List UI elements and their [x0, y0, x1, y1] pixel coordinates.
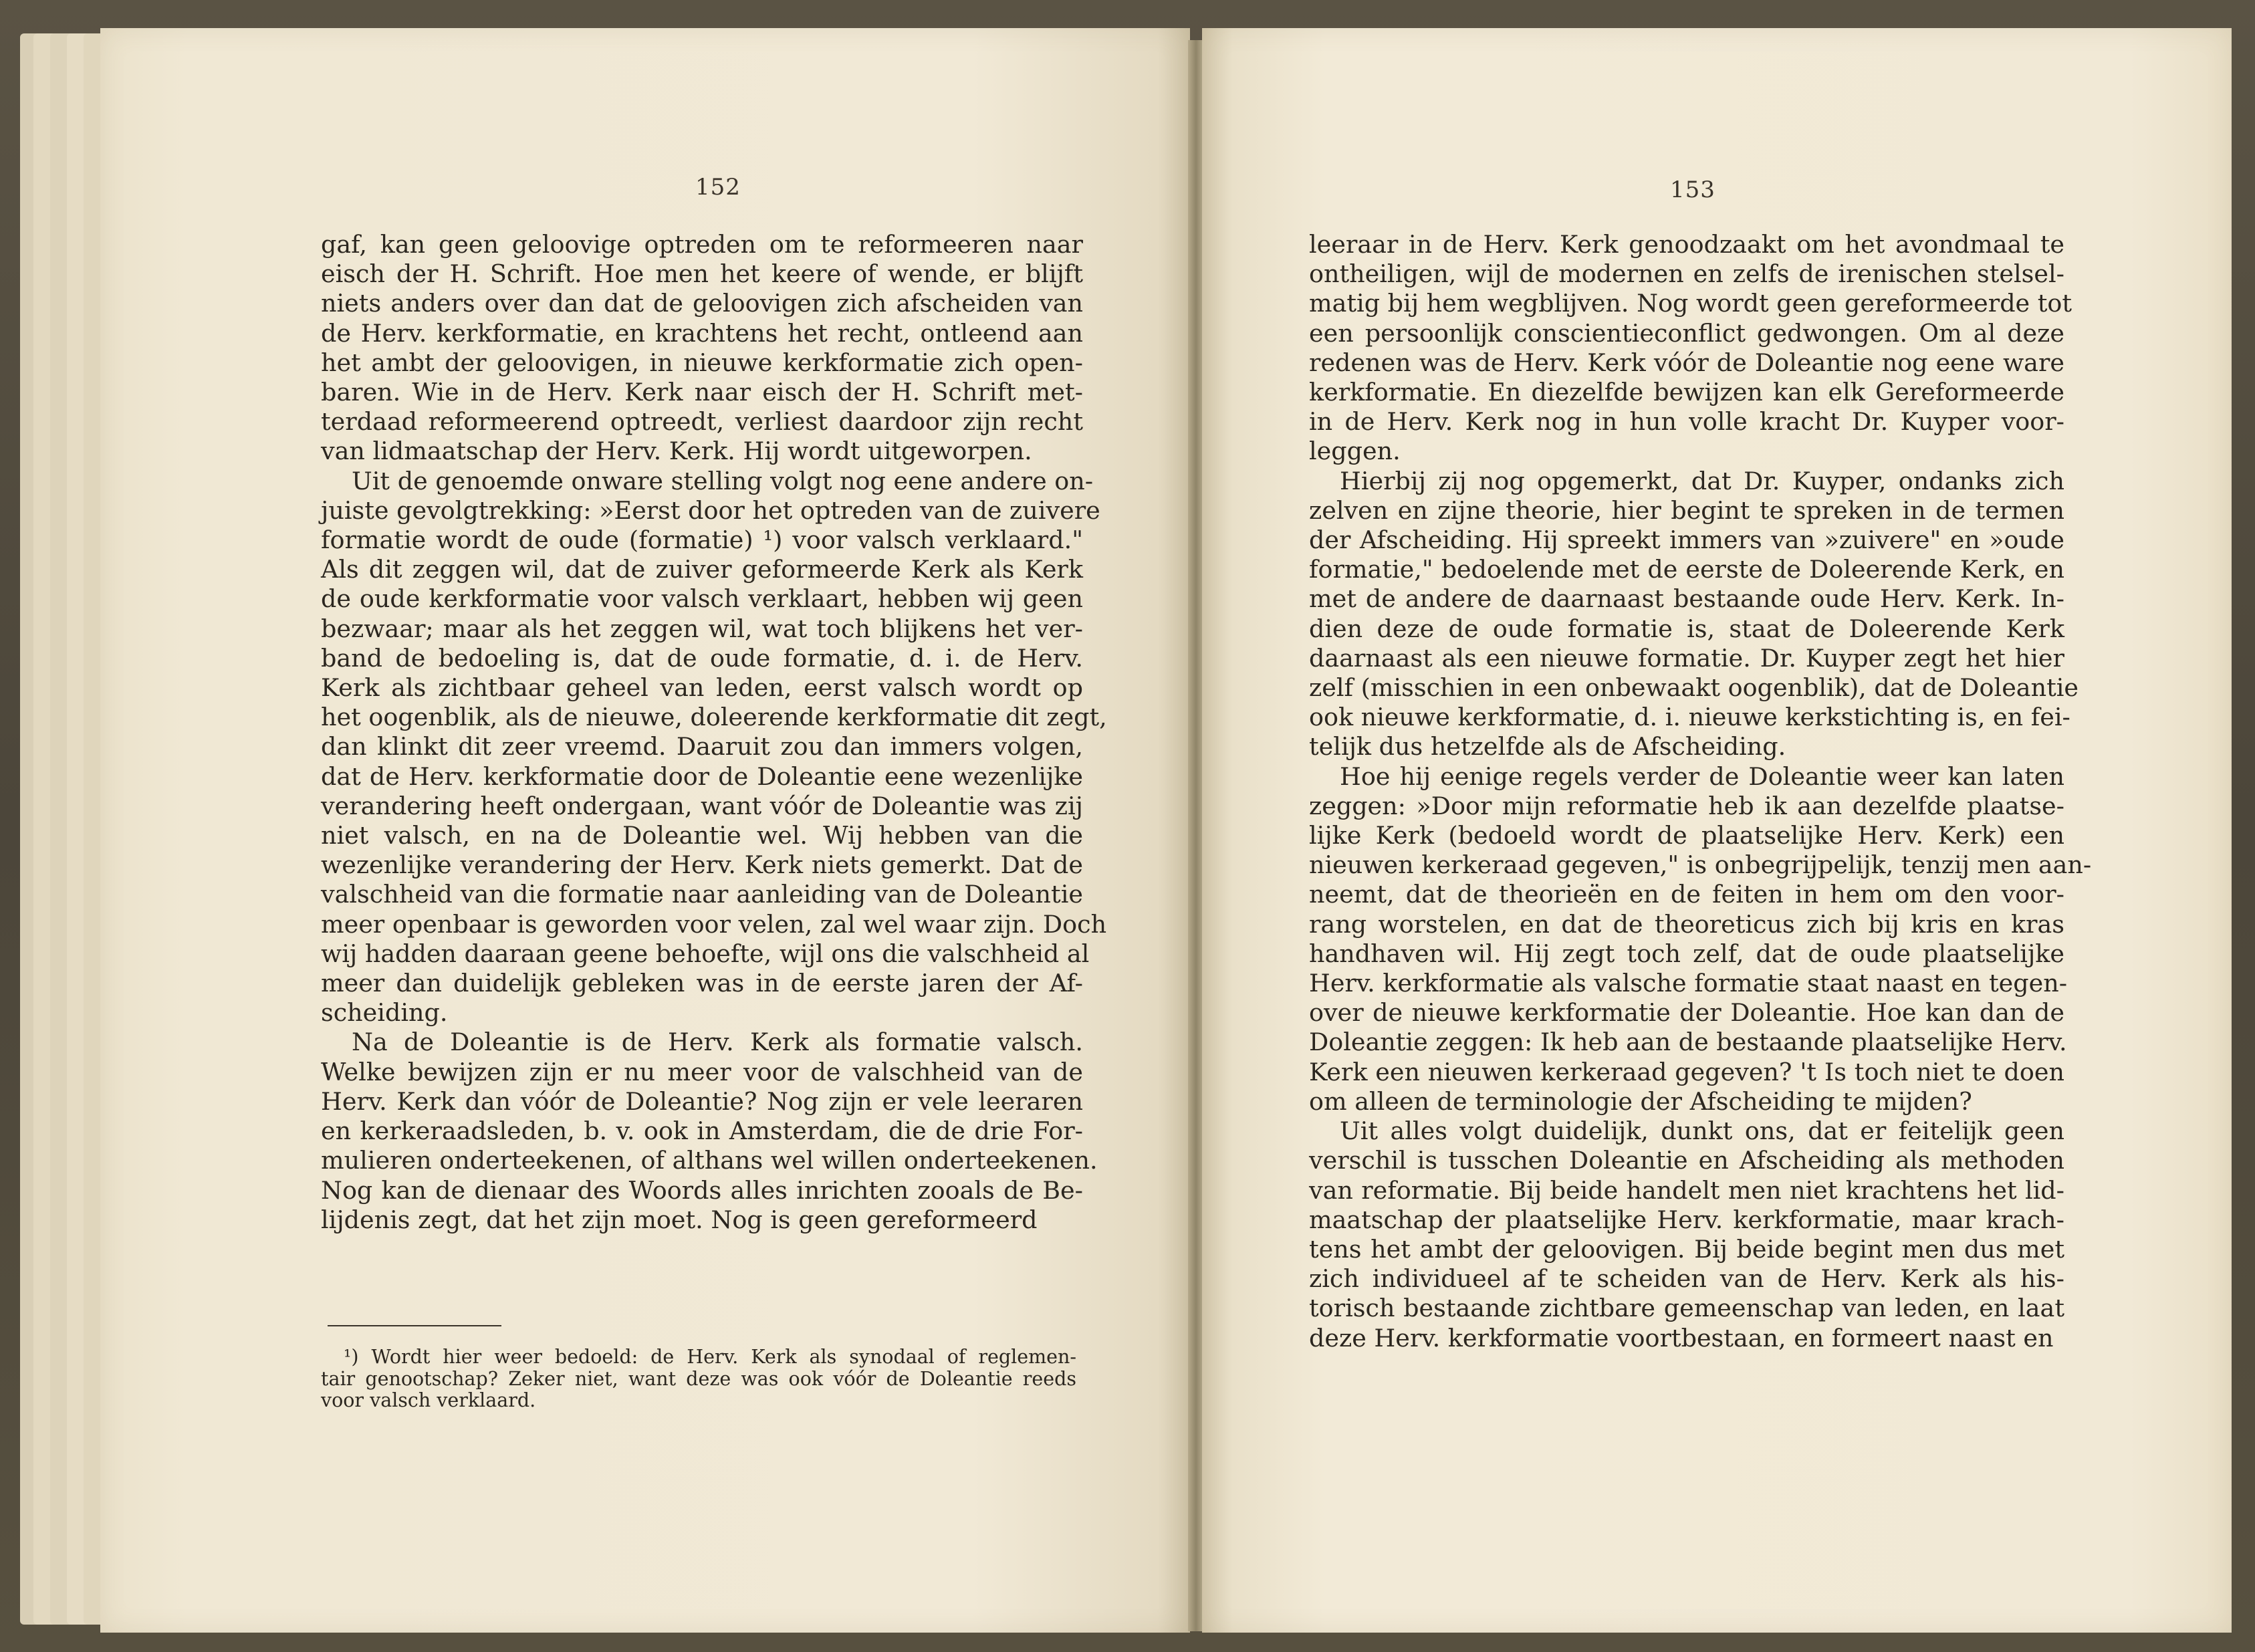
- text-line: terdaad reformeerend optreedt, verliest daardoor zijn recht: [321, 407, 1083, 437]
- text-line: van lidmaatschap der Herv. Kerk. Hij wordt uitgeworpen.: [321, 437, 1032, 466]
- text-line: zelf (misschien in een onbewaakt oogenblik), dat de Doleantie: [1309, 673, 2079, 703]
- text-line: Na de Doleantie is de Herv. Kerk als formatie valsch.: [352, 1028, 1083, 1057]
- page-number: 152: [695, 174, 741, 201]
- text-line: zelven en zijne theorie, hier begint te spreken in de termen: [1309, 495, 2064, 525]
- text-line: Hierbij zij nog opgemerkt, dat Dr. Kuyper, ondanks zich: [1340, 466, 2064, 495]
- text-line: telijk dus hetzelfde als de Afscheiding.: [1309, 732, 1786, 761]
- text-line: verandering heeft ondergaan, want vóór de Doleantie was zij: [321, 791, 1083, 820]
- footnote-line: voor valsch verklaard.: [321, 1389, 536, 1411]
- text-line: Herv. Kerk dan vóór de Doleantie? Nog zijn er vele leeraren: [321, 1086, 1083, 1116]
- text-line: in de Herv. Kerk nog in hun volle kracht Dr. Kuyper voor-: [1309, 407, 2064, 437]
- text-line: zeggen: »Door mijn reformatie heb ik aan dezelfde plaatse-: [1309, 791, 2064, 820]
- text-line: nieuwen kerkeraad gegeven," is onbegrijpelijk, tenzij men aan-: [1309, 850, 2092, 880]
- footnote: [321, 1346, 1076, 1412]
- text-line: ontheiligen, wijl de modernen en zelfs de irenischen stelsel-: [1309, 259, 2064, 289]
- text-line: wezenlijke verandering der Herv. Kerk niets gemerkt. Dat de: [321, 850, 1083, 880]
- text-line: handhaven wil. Hij zegt toch zelf, dat de oude plaatselijke: [1309, 939, 2064, 968]
- text-line: bezwaar; maar als het zeggen wil, wat toch blijkens het ver-: [321, 614, 1083, 643]
- text-line: Hoe hij eenige regels verder de Doleantie weer kan laten: [1340, 761, 2064, 791]
- text-line: niet valsch, en na de Doleantie wel. Wij hebben van die: [321, 821, 1083, 850]
- text-line: der Afscheiding. Hij spreekt immers van »zuivere" en »oude: [1309, 525, 2064, 555]
- text-line: Doleantie zeggen: Ik heb aan de bestaande plaatselijke Herv.: [1309, 1028, 2067, 1057]
- open-book: [13, 13, 2240, 1645]
- page-number: 153: [1670, 176, 1715, 203]
- footnote-rule: [328, 1325, 501, 1326]
- text-line: niets anders over dan dat de geloovigen zich afscheiden van: [321, 289, 1083, 318]
- text-line: scheiding.: [321, 998, 448, 1028]
- text-line: rang worstelen, en dat de theoreticus zich bij kris en kras: [1309, 909, 2064, 939]
- text-line: dat de Herv. kerkformatie door de Doleantie eene wezenlijke: [321, 761, 1083, 791]
- text-line: gaf, kan geen geloovige optreden om te reformeeren naar: [321, 230, 1083, 259]
- text-line: Kerk een nieuwen kerkeraad gegeven? 't Is toch niet te doen: [1309, 1057, 2064, 1086]
- text-line: mulieren onderteekenen, of althans wel willen onderteekenen.: [321, 1146, 1098, 1175]
- text-line: het ambt der geloovigen, in nieuwe kerkformatie zich open-: [321, 348, 1083, 377]
- footnote-line: ¹) Wordt hier weer bedoeld: de Herv. Kerk als synodaal of reglemen-: [344, 1346, 1076, 1368]
- text-line: de Herv. kerkformatie, en krachtens het recht, ontleend aan: [321, 318, 1083, 348]
- text-line: Welke bewijzen zijn er nu meer voor de valschheid van de: [321, 1057, 1083, 1086]
- text-line: lijdenis zegt, dat het zijn moet. Nog is geen gereformeerd: [321, 1205, 1038, 1234]
- text-line: Kerk als zichtbaar geheel van leden, eerst valsch wordt op: [321, 673, 1083, 703]
- text-line: matig bij hem wegblijven. Nog wordt geen gereformeerde tot: [1309, 289, 2072, 318]
- text-line: een persoonlijk conscientieconflict gedwongen. Om al deze: [1309, 318, 2064, 348]
- text-line: formatie," bedoelende met de eerste de Doleerende Kerk, en: [1309, 555, 2064, 584]
- text-line: neemt, dat de theorieën en de feiten in hem om den voor-: [1309, 880, 2064, 909]
- text-line: Nog kan de dienaar des Woords alles inrichten zooals de Be-: [321, 1175, 1083, 1205]
- text-line: de oude kerkformatie voor valsch verklaart, hebben wij geen: [321, 584, 1083, 614]
- text-line: Herv. kerkformatie als valsche formatie staat naast en tegen-: [1309, 969, 2068, 998]
- text-line: zich individueel af te scheiden van de Herv. Kerk als his-: [1309, 1264, 2064, 1294]
- text-line: met de andere de daarnaast bestaande oude Herv. Kerk. In-: [1309, 584, 2064, 614]
- text-line: tens het ambt der geloovigen. Bij beide begint men dus met: [1309, 1234, 2064, 1264]
- text-line: redenen was de Herv. Kerk vóór de Doleantie nog eene ware: [1309, 348, 2064, 377]
- footnote-line: tair genootschap? Zeker niet, want deze was ook vóór de Doleantie reeds: [321, 1367, 1076, 1390]
- text-line: leggen.: [1309, 437, 1401, 466]
- text-line: meer openbaar is geworden voor velen, zal wel waar zijn. Doch: [321, 909, 1107, 939]
- text-line: ook nieuwe kerkformatie, d. i. nieuwe kerkstichting is, en fei-: [1309, 703, 2070, 732]
- text-line: om alleen de terminologie der Afscheiding te mijden?: [1309, 1086, 1972, 1116]
- body-text: [321, 230, 1107, 1235]
- body-text: [1309, 230, 2092, 1353]
- text-line: meer dan duidelijk gebleken was in de eerste jaren der Af-: [321, 969, 1083, 998]
- text-line: valschheid van die formatie naar aanleiding van de Doleantie: [321, 880, 1083, 909]
- text-line: van reformatie. Bij beide handelt men niet krachtens het lid-: [1309, 1175, 2064, 1205]
- text-line: wij hadden daaraan geene behoefte, wijl ons die valschheid al: [321, 939, 1090, 968]
- text-line: formatie wordt de oude (formatie) ¹) voor valsch verklaard.": [321, 525, 1083, 555]
- text-line: het oogenblik, als de nieuwe, doleerende kerkformatie dit zegt,: [321, 703, 1107, 732]
- text-line: leeraar in de Herv. Kerk genoodzaakt om het avondmaal te: [1309, 230, 2064, 259]
- text-line: torisch bestaande zichtbare gemeenschap van leden, en laat: [1309, 1294, 2064, 1323]
- text-line: Uit de genoemde onware stelling volgt nog eene andere on-: [352, 466, 1094, 495]
- text-line: Uit alles volgt duidelijk, dunkt ons, dat er feitelijk geen: [1340, 1116, 2064, 1146]
- text-line: en kerkeraadsleden, b. v. ook in Amsterdam, die de drie For-: [321, 1116, 1083, 1146]
- text-line: deze Herv. kerkformatie voortbestaan, en formeert naast en: [1309, 1323, 2054, 1352]
- right-page: [1202, 28, 2232, 1633]
- text-line: daarnaast als een nieuwe formatie. Dr. Kuyper zegt het hier: [1309, 643, 2064, 673]
- text-line: dan klinkt dit zeer vreemd. Daaruit zou dan immers volgen,: [321, 732, 1083, 761]
- text-line: maatschap der plaatselijke Herv. kerkformatie, maar krach-: [1309, 1205, 2064, 1234]
- text-line: lijke Kerk (bedoeld wordt de plaatselijke Herv. Kerk) een: [1309, 821, 2064, 850]
- text-line: over de nieuwe kerkformatie der Doleantie. Hoe kan dan de: [1309, 998, 2064, 1028]
- text-line: dien deze de oude formatie is, staat de Doleerende Kerk: [1309, 614, 2064, 643]
- text-line: baren. Wie in de Herv. Kerk naar eisch der H. Schrift met-: [321, 378, 1083, 407]
- text-line: eisch der H. Schrift. Hoe men het keere of wende, er blijft: [321, 259, 1083, 289]
- text-line: juiste gevolgtrekking: »Eerst door het optreden van de zuivere: [321, 495, 1100, 525]
- left-page: [100, 28, 1190, 1633]
- text-line: kerkformatie. En diezelfde bewijzen kan elk Gereformeerde: [1309, 378, 2064, 407]
- text-line: Als dit zeggen wil, dat de zuiver geformeerde Kerk als Kerk: [321, 555, 1083, 584]
- text-line: verschil is tusschen Doleantie en Afscheiding als methoden: [1309, 1146, 2064, 1175]
- text-line: band de bedoeling is, dat de oude formatie, d. i. de Herv.: [321, 643, 1083, 673]
